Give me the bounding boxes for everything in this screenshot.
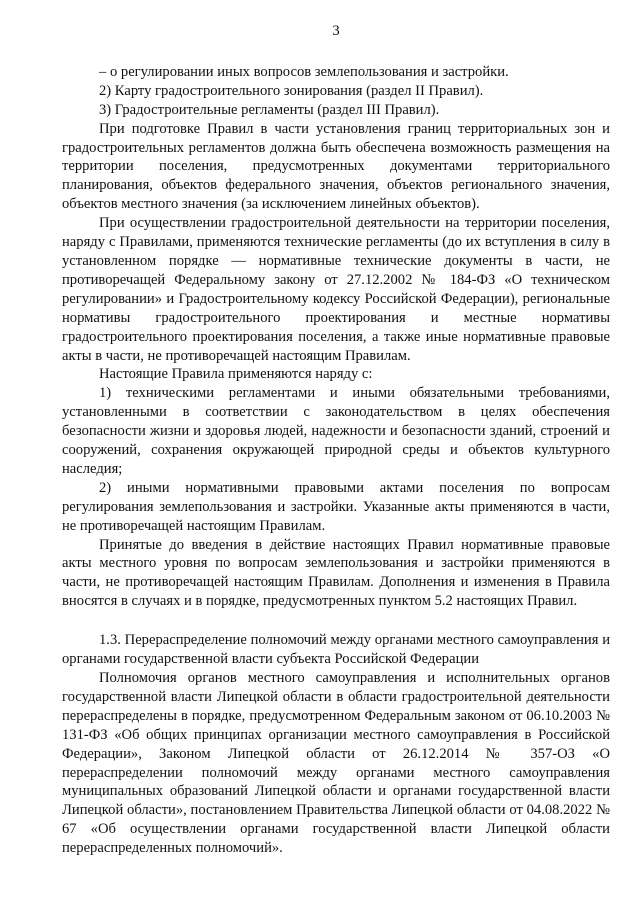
page-number: 3 — [332, 23, 340, 39]
paragraph-other-issues: – о регулировании иных вопросов землепользования и застройки. — [99, 63, 509, 80]
section-heading: 1.3. Перераспределение полномочий между органами местного самоуправления и органами государственной власти субъекта Российской Федерации — [62, 632, 610, 668]
document-page — [62, 22, 610, 858]
section-spacer — [62, 611, 610, 631]
section-body: Полномочия органов местного самоуправления и исполнительных органов государственной власти Липецкой области в области градостроительной деятельности перераспределены в порядке, предусмотренном Федеральным законом от 06.10.2003 № 131-ФЗ «Об общих принципах организации местного самоуправления в Российской Федерации», Законом Липецкой области от 26.12.2014 № 357-ОЗ «О перераспределении полномочий между органами местного самоуправления муниципальных образований Липецкой области и органами государственной власти Липецкой области», постановлением Правительства Липецкой области от 04.08.2022 № 67 «Об осуществлении органами государственной власти Липецкой области перераспределенных полномочий». — [62, 670, 610, 857]
paragraph-regulations: 3) Градостроительные регламенты (раздел III Правил). — [99, 101, 440, 118]
paragraph-prior-acts: Принятые до введения в действие настоящих Правил нормативные правовые акты местного уровня по вопросам землепользования и застройки применяются в части, не противоречащей настоящим Правилам. Дополнения и изменения в Правила вносятся в случаях и в порядке, предусмотренных пунктом 5.2 настоящих Правил. — [62, 536, 610, 610]
paragraph-zoning-map: 2) Карту градостроительного зонирования (раздел II Правил). — [99, 82, 484, 99]
paragraph-technical-regulations: При осуществлении градостроительной деятельности на территории поселения, наряду с Правилами, применяются технические регламенты (до их вступления в силу в установленном порядке — нормативные технические документы в части, не противоречащей Федеральному закону от 27.12.2002 № 184-ФЗ «О техническом регулировании» и Градостроительному кодексу Российской Федерации), региональные нормативы градостроительного проектирования и местные нормативы градостроительного проектирования поселения, а также иные нормативные правовые акты в части, не противоречащей настоящим Правилам. — [62, 215, 610, 364]
paragraph-zone-boundaries: При подготовке Правил в части установления границ территориальных зон и градостроительных регламентов должна быть обеспечена возможность размещения на территории поселения, предусмотренных документами территориального планирования, объектов федерального значения, объектов регионального значения, объектов местного значения (за исключением линейных объектов). — [62, 120, 610, 213]
paragraph-list-item-2: 2) иными нормативными правовыми актами поселения по вопросам регулирования землепользования и застройки. Указанные акты применяются в части, не противоречащей настоящим Правилам. — [62, 479, 610, 534]
paragraph-list-item-1: 1) техническими регламентами и иными обязательными требованиями, установленными в соответствии с законодательством в целях обеспечения безопасности жизни и здоровья людей, надежности и безопасности зданий, строений и сооружений, сохранения окружающей природной среды и объектов культурного наследия; — [62, 385, 610, 477]
paragraph-applied-alongside: Настоящие Правила применяются наряду с: — [99, 366, 373, 383]
